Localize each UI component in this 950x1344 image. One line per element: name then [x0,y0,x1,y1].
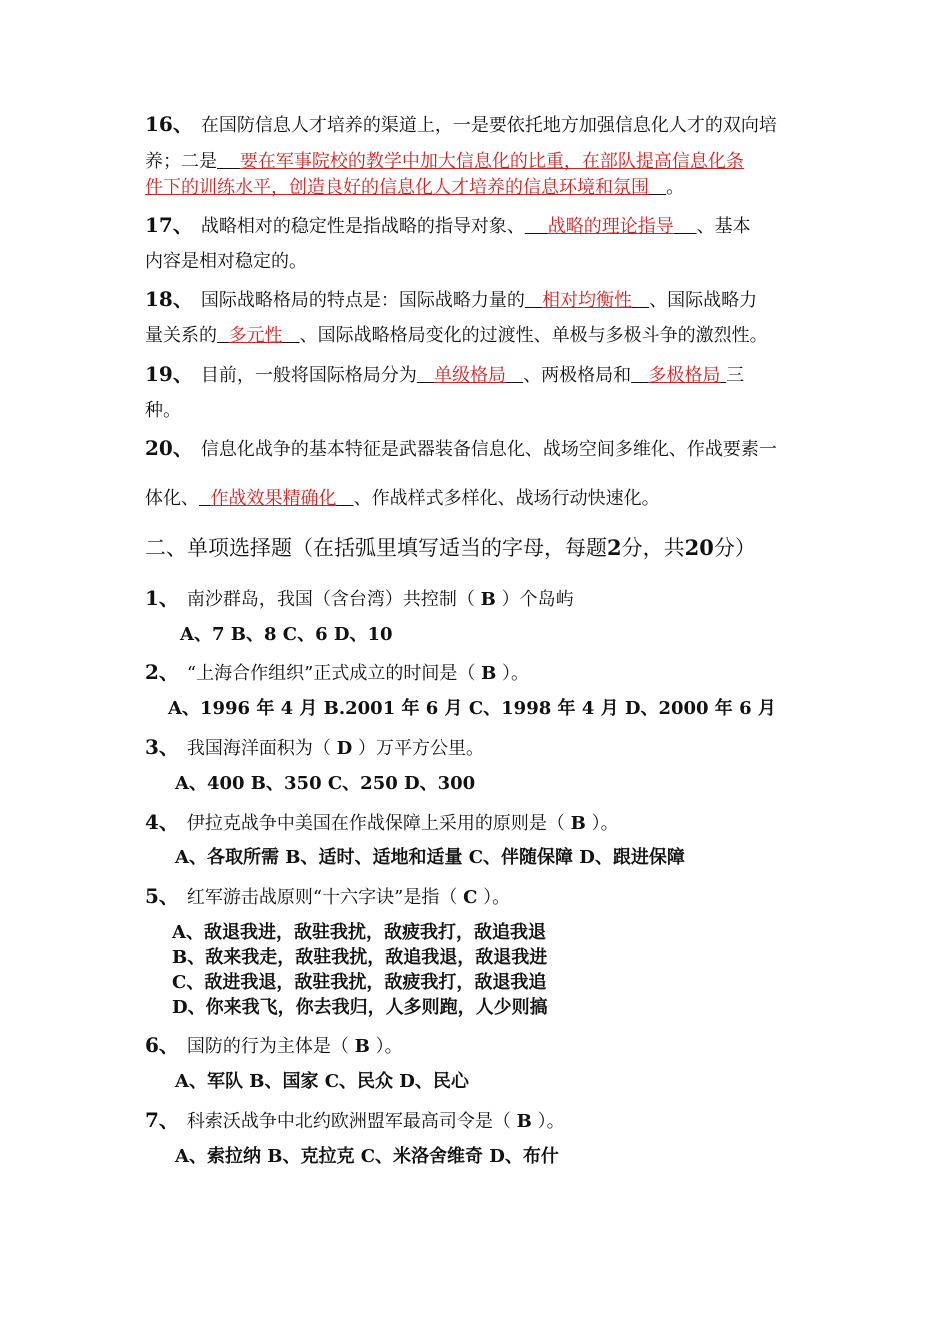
mc3-question [145,735,484,761]
mc1-question [145,586,574,612]
q18-number: 18、 [145,287,193,311]
mc2-pre: “上海合作组织”正式成立的时间是（ [186,663,476,684]
mc2-answer: B [481,663,497,684]
mc2-post: ）。 [502,663,530,684]
mc4-post: ）。 [591,813,619,834]
mc1-options: A、7 B、8 C、6 D、10 [180,624,393,645]
q17-text2: 、基本 [696,216,751,237]
q20-number: 20、 [145,436,193,460]
q17-answer: 战略的理论指导 [547,216,674,237]
mc7-post: ）。 [537,1111,565,1132]
q16-end: 。 [666,177,685,198]
q17-line2 [145,250,307,274]
q16-line3 [145,176,684,200]
mc4-question [145,810,619,836]
mc5-answer: C [463,887,478,908]
mc6-number: 6、 [145,1033,179,1057]
mc7-pre: 科索沃战争中北约欧洲盟军最高司令是（ [186,1111,511,1132]
q19-line1 [145,362,744,388]
mc5-option-d: D、你来我飞，你去我归，人多则跑，人少则搞 [172,997,548,1018]
mc3-number: 3、 [145,735,179,759]
q17-number: 17、 [145,213,193,237]
q19-answer2: 多极格局 [648,365,721,386]
mc6-options: A、军队 B、国家 C、民众 D、民心 [175,1071,469,1092]
mc2-number: 2、 [145,660,179,684]
q20-line1 [145,436,777,462]
q16-answer-part2: 件下的训练水平，创造良好的信息化人才培养的信息环境和氛围 [145,177,649,198]
mc4-options: A、各取所需 B、适时、适地和适量 C、伴随保障 D、跟进保障 [175,847,685,868]
q19-text2: 、两极格局和 [523,365,632,386]
mc1-post: ）个岛屿 [501,589,574,610]
q18-line2 [145,324,768,348]
mc3-options: A、400 B、350 C、250 D、300 [175,773,476,794]
mc1-pre: 南沙群岛，我国（含台湾）共控制（ [186,589,475,610]
mc5-number: 5、 [145,884,179,908]
mc5-option-a: A、敌退我进，敌驻我扰，敌疲我打，敌追我退 [172,922,546,943]
q20-text1: 信息化战争的基本特征是武器装备信息化、战场空间多维化、作战要素一 [200,439,777,460]
mc3-post: ）万平方公里。 [358,738,484,759]
q18-text2: 、国际战略力 [649,290,758,311]
mc6-answer: B [354,1036,370,1057]
q19-line2 [145,399,181,423]
mc6-pre: 国防的行为主体是（ [186,1036,349,1057]
mc7-number: 7、 [145,1108,179,1132]
q16-answer-part1: 要在军事院校的教学中加大信息化的比重，在部队提高信息化条 [239,151,744,172]
q18-line1 [145,287,757,313]
mc3-answer: D [336,738,353,759]
section2-title [145,532,756,562]
mc4-number: 4、 [145,810,179,834]
section2-total: 20 [684,535,714,560]
mc5-question [145,884,510,910]
q18-text3: 量关系的 [145,325,217,346]
q17-line1 [145,213,751,239]
q20-text2: 体化、 [145,488,199,509]
mc2-question [145,660,529,686]
q18-answer2: 多元性 [228,325,283,346]
q16-line1 [145,112,777,138]
mc4-pre: 伊拉克战争中美国在作战保障上采用的原则是（ [186,813,565,834]
q19-text1: 目前，一般将国际格局分为 [200,365,417,386]
q16-text2: 养；二是 [145,151,217,172]
q19-text4: 种。 [145,400,181,421]
q18-text1: 国际战略格局的特点是：国际战略力量的 [200,290,525,311]
q16-line2 [145,150,744,174]
q20-answer: 作战效果精确化 [210,488,337,509]
q19-answer1: 单级格局 [434,365,507,386]
mc5-pre: 红军游击战原则“十六字诀”是指（ [186,887,458,908]
q20-text3: 、作战样式多样化、战场行动快速化。 [353,488,660,509]
mc7-question [145,1108,565,1134]
section2-title-end: 分） [713,536,756,560]
mc5-option-b: B、敌来我走，敌驻我扰，敌追我退，敌退我进 [172,947,548,968]
q18-text4: 、国际战略格局变化的过渡性、单极与多极斗争的激烈性。 [299,325,768,346]
mc5-post: ）。 [483,887,511,908]
q18-answer1: 相对均衡性 [542,290,633,311]
section2-title-prefix: 二、单项选择题（在括弧里填写适当的字母，每题 [145,536,607,560]
q17-text3: 内容是相对稳定的。 [145,251,307,272]
q16-text1: 在国防信息人才培养的渠道上，一是要依托地方加强信息化人才的双向培 [200,115,777,136]
q16-number: 16、 [145,112,193,136]
mc1-number: 1、 [145,586,179,610]
q19-number: 19、 [145,362,193,386]
section2-points: 2 [607,535,622,560]
mc4-answer: B [570,813,586,834]
mc7-answer: B [516,1111,532,1132]
section2-title-mid: 分，共 [621,536,685,560]
q20-line2 [145,487,660,511]
q17-text1: 战略相对的稳定性是指战略的指导对象、 [200,216,525,237]
mc6-question [145,1033,403,1059]
mc7-options: A、索拉纳 B、克拉克 C、米洛舍维奇 D、布什 [175,1146,559,1167]
mc2-options: A、1996 年 4 月 B.2001 年 6 月 C、1998 年 4 月 D、2000 年 6 月 [168,698,776,719]
mc1-answer: B [480,589,496,610]
mc3-pre: 我国海洋面积为（ [186,738,331,759]
q19-text3: 三 [726,365,745,386]
mc6-post: ）。 [375,1036,403,1057]
mc5-option-c: C、敌进我退，敌驻我扰，敌疲我打，敌退我追 [172,972,547,993]
